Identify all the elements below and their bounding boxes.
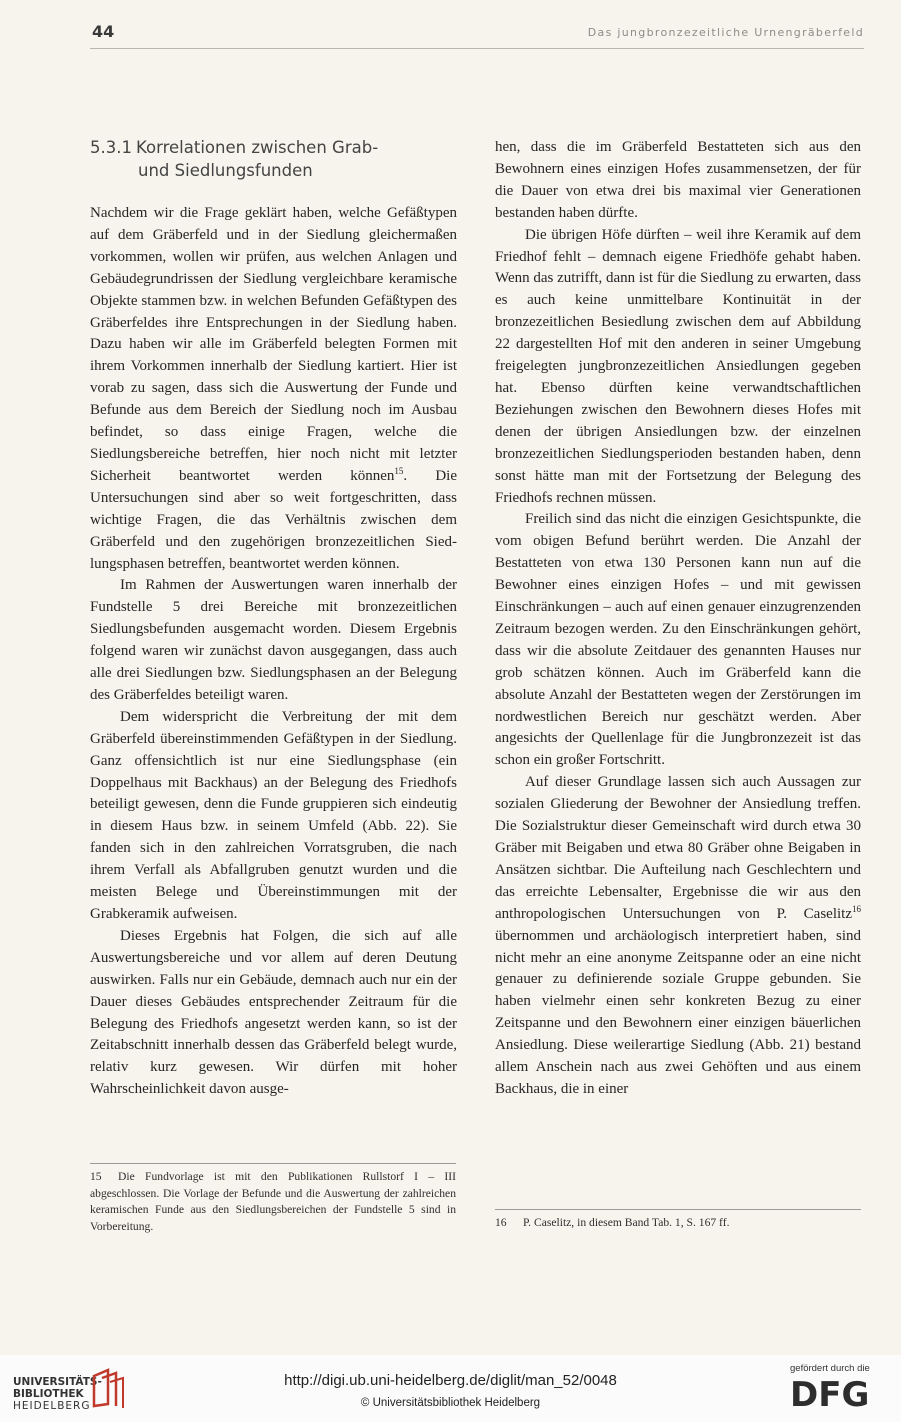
paragraph: hen, dass die im Gräberfeld Bestatteten sich aus den Bewohnern eines einzigen Hofes zusammensetzen, der für die Dauer von etwa drei bis maximal vier Generationen bestanden haben dürfte. (495, 139, 861, 221)
footnote-number: 16 (495, 1216, 507, 1229)
footnote-text: Die Fundvorlage ist mit den Publikationen Rullstorf I – III abgeschlossen. Die Vorlage der Befunde und die Auswertung der zahlreichen keramischen Funde aus den Siedlungsbereichen der Fundstelle 5 sind in Vorbereitung. (90, 1170, 456, 1233)
dfg-logo[interactable]: DFG (790, 1375, 870, 1415)
section-number: 5.3.1 (90, 138, 132, 157)
library-logo[interactable]: UNIVERSITÄTS- BIBLIOTHEK HEIDELBERG (13, 1376, 102, 1412)
footnote-number: 15 (90, 1170, 102, 1183)
section-title-line2: und Siedlungsfunden (138, 161, 313, 180)
section-heading (90, 136, 457, 182)
running-header (90, 20, 864, 49)
left-column (90, 203, 457, 1101)
footnote-divider (90, 1163, 456, 1164)
source-url-link[interactable]: http://digi.ub.uni-heidelberg.de/diglit/man_52/0048 (284, 1372, 617, 1389)
paragraph: Die übrigen Höfe dürften – weil ihre Keramik auf dem Friedhof fehlt – demnach eigene Friedhöfe gehabt haben. Wenn das zutrifft, dann ist für die Siedlung zu erwarten, dass es auch keine unmittelbare Kontinuität in der bronzezeitlichen Besiedlung zwischen dem auf Abbildung 22 dargestellten Hof mit den anderen in seiner Umgebung freigelegten jungbronzezeitlichen Ansiedlungen gegeben hat. Ebenso dürften keine verwandtschaftlichen Beziehungen zwischen den Bewohnern dieses Hofes mit denen der übrigen Ansiedlungen bzw. der einzelnen bronzezeitlichen Siedlungsperioden bestanden haben, denn sonst hätte man mit der Fortsetzung der Belegung des Friedhofs rechnen müssen. (495, 226, 861, 506)
page-number: 44 (92, 22, 115, 41)
footnote-15 (90, 1169, 456, 1235)
footnote-16 (495, 1215, 861, 1232)
funder-caption: gefördert durch die (790, 1363, 870, 1374)
footnote-divider (495, 1209, 861, 1210)
running-title: Das jungbronzezeitliche Urnengräberfeld (587, 26, 864, 39)
paragraph: Freilich sind das nicht die einzigen Gesichtspunkte, die vom obigen Befund berührt werden. Die Anzahl der Bestatteten von etwa 130 Personen kann nun auf die Bewohner eines einzigen Hofes – und mit gewissen Einschränkungen – auch auf einen genauer einzugrenzenden Zeitraum bezogen werden. Zu den Einschränkungen gehört, dass wir die absolute Zeitdauer des genannten Hauses nur grob schätzen können. Auch im Gräberfeld kann die absolute Anzahl der Bestatteten wegen der Zerstörungen im nordwestlichen Bereich nur geschätzt werden. Aber angesichts der Quellenlage für die Jungbronzezeit ist das schon ein großer Fortschritt. (495, 511, 861, 769)
footnote-ref-15[interactable]: 15 (394, 465, 404, 476)
footnote-text: P. Caselitz, in diesem Band Tab. 1, S. 167 ff. (523, 1216, 730, 1229)
footnote-ref-16[interactable]: 16 (852, 903, 861, 914)
right-column (495, 137, 861, 1101)
paragraph: Dieses Ergebnis hat Folgen, die sich auf alle Auswertungsbereiche und vor allem auf deren Deutung auswirken. Falls nur ein Gebäude, demnach auch nur ein der Dauer dieses Gebäudes entsprechender Zeitraum für die Belegung des Friedhofs angesetzt werden kann, so ist der Zeitabschnitt innerhalb dessen das Gräberfeld belegt wurde, relativ kurz gewesen. Wir dürfen mit hoher Wahrscheinlichkeit davon ausge- (90, 927, 457, 1098)
paragraph: Nachdem wir die Frage geklärt haben, welche Gefäßtypen auf dem Gräberfeld und in der Siedlung gleichermaßen vorkommen, wollen wir prüfen, aus welchen Anlagen und Gebäudegrundrissen der Siedlung vergleichbare keramische Objekte stammen bzw. in welchen Befunden Gefäßtypen des Gräberfeldes ihre Entsprechungen in der Siedlung haben. Dazu haben wir alle im Gräberfeld belegten Formen mit ihrem Vorkommen innerhalb der Siedlung kartiert. Hier ist vorab zu sagen, dass sich die Auswertung der Funde und Befunde aus dem Bereich der Siedlung noch im Ausbau befindet, so dass einige Fragen, welche die Siedlungsbereiche betreffen, hier noch nicht mit letzter Sicherheit beantwortet werden können$^{15}$. Die Untersuchungen sind aber so weit fortgeschritten, dass wichtige Fragen, die das Verhältnis zwischen dem Gräberfeld und den zugehörigen bronzezeitlichen Siedlungsphasen betreffen, beantwortet werden können. (90, 205, 457, 572)
paragraph: Auf dieser Grundlage lassen sich auch Aussagen zur sozialen Gliederung der Bewohner der Ansiedlung treffen. Die Sozialstruktur dieser Gemeinschaft wird durch etwa 30 Gräber mit Beigaben und etwa 80 Gräber ohne Beigaben in Ansätzen sichtbar. Die Aufteilung nach Geschlechtern und das erreichte Lebensalter, Ergebnisse die wir aus den anthropologischen Untersuchungen von P. Caselitz$^{16}$ übernommen und archäologisch interpretiert haben, sind nicht mehr an eine anonyme Zeitspanne oder an eine nicht genauer zu definierende soziale Gruppe gebunden. Sie haben vielmehr einen sehr konkreten Bezug zu einer Zeitspanne und den Bewohnern einer einzigen bäuerlichen Ansiedlung. Diese weilerartige Siedlung (Abb. 21) bestand allem Anschein nach aus zwei Gehöften und aus einem Backhaus, die in einer (495, 774, 861, 1097)
section-title-line1: Korrelationen zwischen Grab- (136, 138, 379, 157)
paragraph: Im Rahmen der Auswertungen waren innerhalb der Fundstelle 5 drei Bereiche mit bronzezeitlichen Siedlungsbefunden ausgemacht worden. Diesem Ergebnis folgend waren wir zunächst davon ausgegangen, dass auch alle drei Siedlungen bzw. Siedlungsphasen an der Belegung des Gräberfeldes beteiligt waren. (90, 577, 457, 703)
paragraph: Dem widerspricht die Verbreitung der mit dem Gräberfeld übereinstimmenden Gefäßtypen in der Siedlung. Ganz offensichtlich ist nur eine Siedlungsphase (ein Doppelhaus mit Backhaus) an der Belegung des Friedhofs beteiligt gewesen, denn die Funde gruppieren sich eindeutig in diesem Haus bzw. in seinem Umfeld (Abb. 22). Sie fanden sich in den zahlreichen Vorratsgruben, die nach ihrem Verfall als Abfallgruben genutzt wurden und die meisten Belege und Übereinstimmungen mit der Grabkeramik aufweisen. (90, 708, 457, 922)
copyright-notice: © Universitätsbibliothek Heidelberg (360, 1397, 541, 1409)
